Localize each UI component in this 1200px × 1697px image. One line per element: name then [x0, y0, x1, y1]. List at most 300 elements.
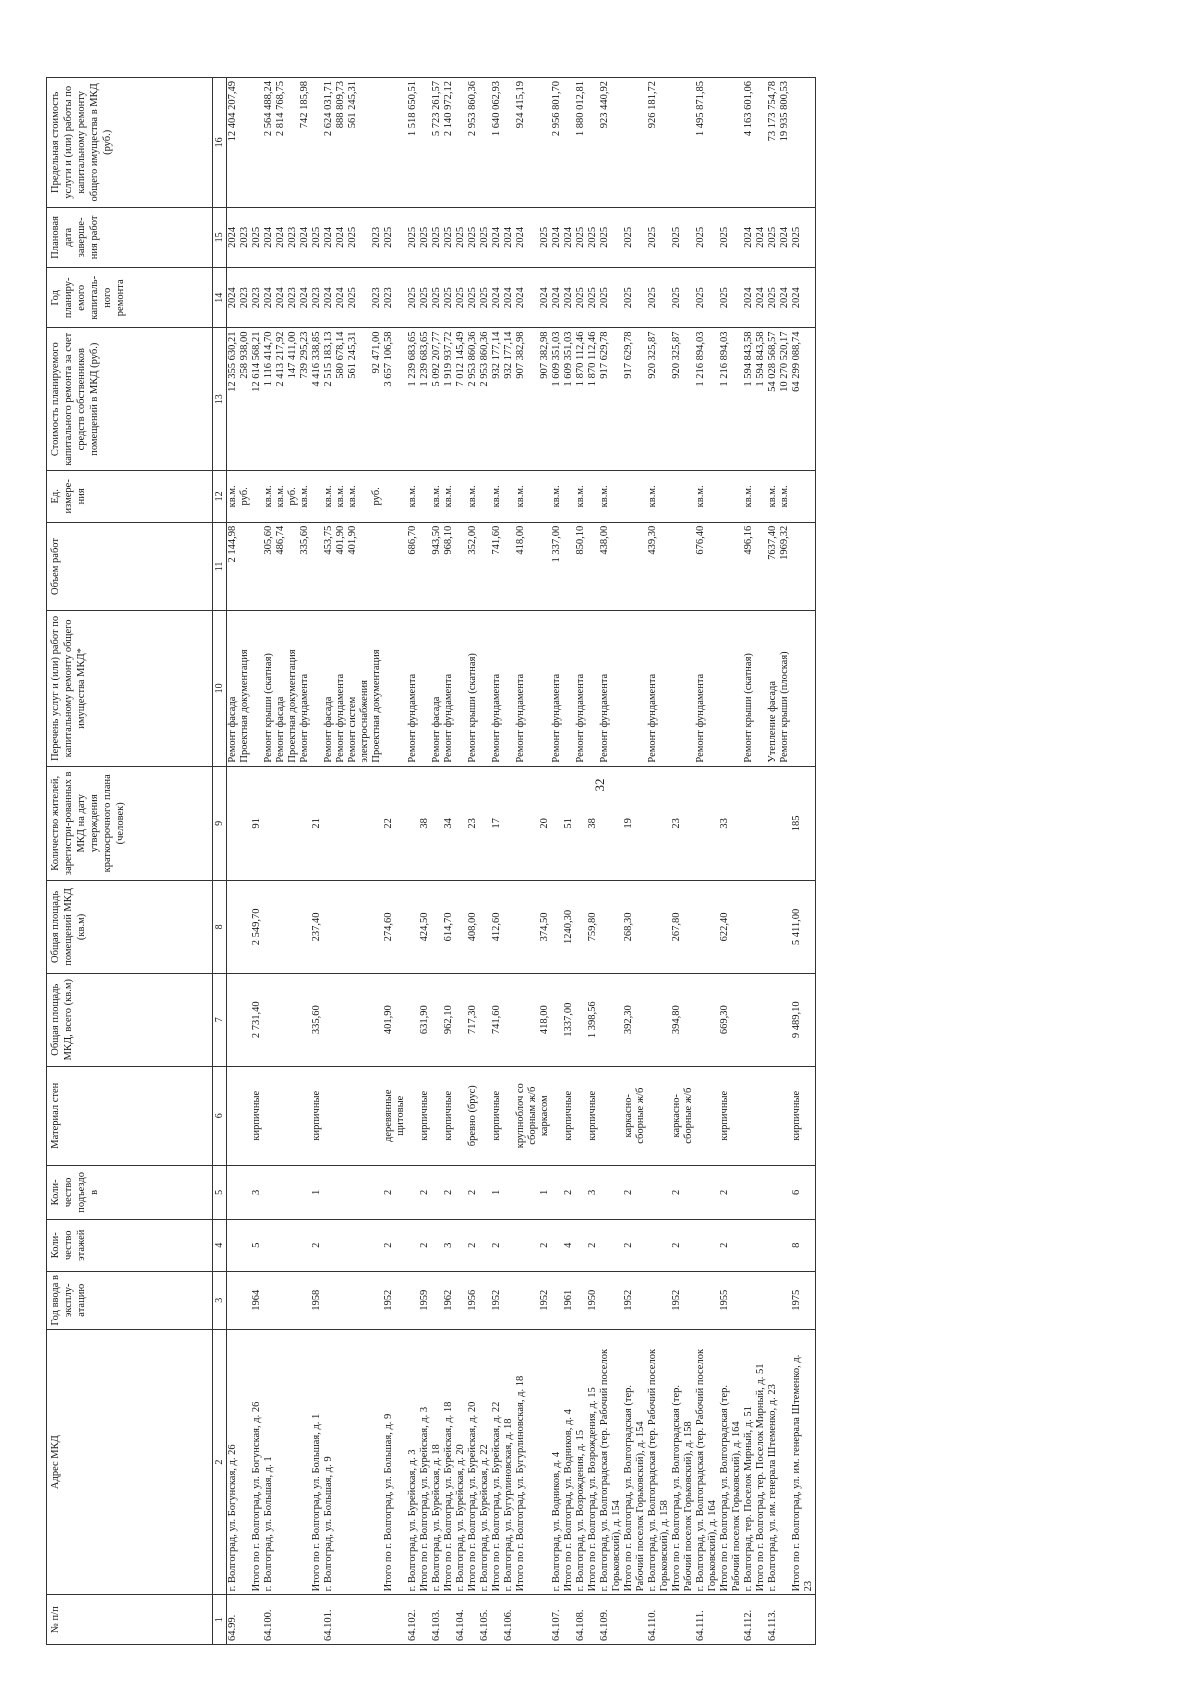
- table-cell: 1956: [467, 1271, 479, 1329]
- table-cell: 335,60: [311, 973, 323, 1066]
- table-cell: [311, 1595, 323, 1645]
- table-cell: 2023: [287, 268, 299, 328]
- table-cell: [347, 1271, 371, 1329]
- column-header: Общая площадь помещений МКД (кв.м): [47, 881, 213, 974]
- table-cell: 2025: [443, 268, 455, 328]
- table-cell: [275, 1329, 287, 1594]
- table-cell: Итого по г. Волгоград, тер. Поселок Мирный, д. 51: [755, 1329, 767, 1594]
- table-cell: Ремонт крыши (плоская): [779, 611, 791, 766]
- table-cell: [455, 973, 467, 1066]
- table-cell: 1962: [443, 1271, 455, 1329]
- table-cell: [575, 766, 587, 880]
- table-cell: 64.100.: [263, 1595, 275, 1645]
- table-cell: 2025: [455, 207, 467, 267]
- table-cell: [743, 766, 755, 880]
- table-cell: 2025: [695, 207, 719, 267]
- table-cell: [371, 1595, 383, 1645]
- table-cell: г. Волгоград, ул. Большая, д. 9: [323, 1329, 335, 1594]
- table-cell: 2025: [647, 268, 671, 328]
- table-cell: 622,40: [719, 881, 743, 974]
- table-cell: 2025: [695, 268, 719, 328]
- table-cell: 2 814 768,75: [275, 78, 287, 208]
- table-cell: 2023: [239, 207, 251, 267]
- table-cell: Ремонт фундамента: [599, 611, 623, 766]
- table-cell: Ремонт фундамента: [407, 611, 419, 766]
- table-cell: г. Волгоград, ул. Бурейская, д. 20: [455, 1329, 467, 1594]
- table-cell: 920 325,87: [647, 328, 671, 470]
- table-cell: [227, 1066, 240, 1165]
- table-cell: [287, 78, 299, 208]
- table-cell: 2025: [431, 268, 443, 328]
- table-cell: 1 609 351,03: [563, 328, 575, 470]
- table-cell: [419, 522, 431, 610]
- table-cell: 2: [539, 1219, 551, 1271]
- table-cell: [695, 1165, 719, 1219]
- column-header: Ед. измере-ния: [47, 470, 213, 522]
- table-cell: [515, 1271, 539, 1329]
- table-row: [227, 78, 240, 1645]
- table-cell: [563, 78, 575, 208]
- table-cell: 920 325,87: [671, 328, 695, 470]
- table-cell: [779, 1329, 791, 1594]
- table-cell: [407, 766, 419, 880]
- table-cell: [755, 522, 767, 610]
- table-cell: [647, 1219, 671, 1271]
- table-cell: руб.: [371, 470, 383, 522]
- table-cell: 2025: [347, 207, 371, 267]
- table-cell: [779, 1066, 791, 1165]
- table-cell: [443, 1595, 455, 1645]
- table-cell: [239, 973, 251, 1066]
- table-cell: [623, 522, 647, 610]
- table-cell: 2024: [551, 207, 563, 267]
- table-cell: 23: [467, 766, 479, 880]
- table-cell: 496,16: [743, 522, 755, 610]
- table-cell: 34: [443, 766, 455, 880]
- table-cell: 394,80: [671, 973, 695, 1066]
- table-cell: кв.м.: [779, 470, 791, 522]
- table-cell: 2024: [275, 268, 287, 328]
- table-cell: 2: [383, 1219, 407, 1271]
- table-cell: 2024: [335, 268, 347, 328]
- table-cell: [263, 881, 275, 974]
- table-cell: 917 629,78: [599, 328, 623, 470]
- table-cell: 2023: [371, 207, 383, 267]
- table-cell: 64.103.: [431, 1595, 443, 1645]
- table-cell: 2025: [671, 207, 695, 267]
- column-header: Стоимость планируемого капитального ремонта за счет средств собственников помещений в МКД (руб.): [47, 328, 213, 470]
- table-cell: [539, 1329, 551, 1594]
- table-cell: 2025: [467, 268, 479, 328]
- table-cell: кв.м.: [695, 470, 719, 522]
- table-cell: [779, 1165, 791, 1219]
- table-cell: 1959: [419, 1271, 431, 1329]
- table-cell: 2024: [743, 268, 755, 328]
- table-cell: 64.107.: [551, 1595, 563, 1645]
- table-cell: [275, 1219, 287, 1271]
- table-cell: 2024: [779, 207, 791, 267]
- table-cell: 64.113.: [767, 1595, 779, 1645]
- table-row: [431, 78, 443, 1645]
- table-cell: [695, 1066, 719, 1165]
- table-row: [587, 78, 599, 1645]
- table-cell: [335, 973, 347, 1066]
- table-cell: Итого по г. Волгоград, ул. Большая, д. 1: [311, 1329, 323, 1594]
- table-cell: [479, 766, 491, 880]
- table-cell: руб.: [239, 470, 251, 522]
- table-cell: 2: [467, 1165, 479, 1219]
- table-cell: [287, 522, 299, 610]
- table-cell: [575, 973, 587, 1066]
- table-cell: 2024: [515, 268, 539, 328]
- capital-repair-table: [46, 77, 816, 1645]
- table-cell: [263, 973, 275, 1066]
- table-cell: 185: [791, 766, 816, 880]
- column-number: 11: [213, 522, 227, 610]
- table-cell: кв.м.: [335, 470, 347, 522]
- table-cell: 1337,00: [563, 973, 575, 1066]
- table-cell: [383, 470, 407, 522]
- table-row: [743, 78, 755, 1645]
- table-cell: 3: [587, 1165, 599, 1219]
- table-cell: 335,60: [299, 522, 311, 610]
- table-cell: [263, 1165, 275, 1219]
- table-cell: [407, 1066, 419, 1165]
- table-cell: г. Волгоград, ул. Богунская, д. 26: [227, 1329, 240, 1594]
- table-cell: [299, 881, 311, 974]
- table-row: [539, 78, 551, 1645]
- table-cell: 2025: [443, 207, 455, 267]
- table-cell: [239, 881, 251, 974]
- table-cell: 2025: [599, 268, 623, 328]
- table-cell: [479, 881, 491, 974]
- table-cell: [623, 470, 647, 522]
- table-cell: 2024: [227, 268, 240, 328]
- column-number: 3: [213, 1271, 227, 1329]
- table-row: [551, 78, 563, 1645]
- table-cell: [263, 1219, 275, 1271]
- table-cell: 2: [587, 1219, 599, 1271]
- table-cell: Ремонт фасада: [275, 611, 287, 766]
- table-cell: 73 173 754,78: [767, 78, 779, 208]
- table-cell: 4 163 601,06: [743, 78, 755, 208]
- table-cell: 64.109.: [599, 1595, 623, 1645]
- table-cell: [791, 1595, 816, 1645]
- table-cell: [431, 1219, 443, 1271]
- table-cell: 2 413 217,92: [275, 328, 287, 470]
- table-cell: 408,00: [467, 881, 479, 974]
- table-cell: 4 416 338,85: [311, 328, 323, 470]
- table-cell: [299, 1165, 311, 1219]
- table-cell: [347, 881, 371, 974]
- table-cell: 92 471,00: [371, 328, 383, 470]
- table-cell: 374,50: [539, 881, 551, 974]
- table-cell: кв.м.: [263, 470, 275, 522]
- table-cell: Ремонт фасада: [227, 611, 240, 766]
- table-cell: [383, 78, 407, 208]
- table-cell: 1975: [791, 1271, 816, 1329]
- table-cell: [383, 1595, 407, 1645]
- table-cell: кв.м.: [491, 470, 503, 522]
- table-cell: [419, 470, 431, 522]
- table-cell: 2025: [575, 207, 587, 267]
- table-row: [311, 78, 323, 1645]
- table-cell: 676,40: [695, 522, 719, 610]
- table-cell: [275, 1595, 287, 1645]
- table-cell: кирпичные: [251, 1066, 263, 1165]
- table-cell: [779, 1271, 791, 1329]
- table-cell: 1 337,00: [551, 522, 563, 610]
- table-cell: [275, 973, 287, 1066]
- table-cell: 932 177,14: [503, 328, 515, 470]
- table-cell: [647, 1066, 671, 1165]
- table-cell: 2: [491, 1219, 503, 1271]
- table-cell: кв.м.: [647, 470, 671, 522]
- table-cell: 2025: [419, 207, 431, 267]
- table-cell: 19: [623, 766, 647, 880]
- table-cell: [503, 522, 515, 610]
- table-cell: 2: [383, 1165, 407, 1219]
- header-row: [47, 78, 213, 1645]
- column-number: 7: [213, 973, 227, 1066]
- table-cell: [503, 881, 515, 974]
- table-cell: [479, 78, 491, 208]
- table-row: [407, 78, 419, 1645]
- table-row: [719, 78, 743, 1645]
- table-cell: кирпичные: [791, 1066, 816, 1165]
- table-cell: [503, 470, 515, 522]
- table-row: [671, 78, 695, 1645]
- table-cell: каркасно- сборные ж/б: [623, 1066, 647, 1165]
- table-cell: [347, 766, 371, 880]
- table-cell: [623, 78, 647, 208]
- table-cell: 741,60: [491, 522, 503, 610]
- table-cell: 1961: [563, 1271, 575, 1329]
- table-cell: кв.м.: [599, 470, 623, 522]
- table-row: [419, 78, 431, 1645]
- table-cell: 438,00: [599, 522, 623, 610]
- table-cell: [335, 1271, 347, 1329]
- table-cell: [503, 1271, 515, 1329]
- table-cell: [515, 973, 539, 1066]
- table-cell: [647, 1271, 671, 1329]
- table-cell: каркасно- сборные ж/б: [671, 1066, 695, 1165]
- table-cell: 268,30: [623, 881, 647, 974]
- table-cell: [323, 766, 335, 880]
- table-cell: 3: [443, 1219, 455, 1271]
- table-cell: [275, 1165, 287, 1219]
- table-row: [251, 78, 263, 1645]
- table-cell: [479, 1066, 491, 1165]
- table-cell: 1240,30: [563, 881, 575, 974]
- table-cell: 2: [563, 1165, 575, 1219]
- table-cell: [455, 766, 467, 880]
- table-cell: 7 012 145,49: [455, 328, 467, 470]
- table-cell: 2 564 488,24: [263, 78, 275, 208]
- table-cell: г. Волгоград, ул. Волгоградская (тер. Рабочий поселок Горьковский), д. 154: [599, 1329, 623, 1594]
- table-cell: [767, 881, 779, 974]
- table-cell: [371, 973, 383, 1066]
- column-header: Предельная стоимость услуги и (или) работы по капитальному ремонту общего имущества в МКД (руб.): [47, 78, 213, 208]
- table-cell: 3: [251, 1165, 263, 1219]
- column-header: Адрес МКД: [47, 1329, 213, 1594]
- table-cell: [563, 611, 575, 766]
- table-cell: [239, 766, 251, 880]
- table-cell: 1969,32: [779, 522, 791, 610]
- table-cell: 924 415,19: [515, 78, 539, 208]
- table-cell: [599, 766, 623, 880]
- table-cell: 2025: [623, 268, 647, 328]
- table-cell: [455, 881, 467, 974]
- table-cell: г. Волгоград, ул. Большая, д. 1: [263, 1329, 275, 1594]
- table-cell: [479, 1271, 491, 1329]
- table-cell: [755, 973, 767, 1066]
- table-cell: [371, 78, 383, 208]
- table-cell: [419, 611, 431, 766]
- table-cell: Ремонт фундамента: [551, 611, 563, 766]
- table-cell: [287, 1165, 299, 1219]
- table-row: [479, 78, 491, 1645]
- table-cell: 2025: [455, 268, 467, 328]
- table-cell: 907 382,98: [539, 328, 551, 470]
- table-cell: [371, 1219, 383, 1271]
- table-cell: [587, 78, 599, 208]
- table-row: [383, 78, 407, 1645]
- table-row: [791, 78, 816, 1645]
- table-cell: кирпичные: [443, 1066, 455, 1165]
- table-cell: [335, 1219, 347, 1271]
- table-cell: 2024: [335, 207, 347, 267]
- table-cell: [275, 1271, 287, 1329]
- table-cell: [539, 470, 551, 522]
- table-cell: 1: [491, 1165, 503, 1219]
- table-cell: [719, 78, 743, 208]
- table-cell: [503, 1165, 515, 1219]
- table-cell: 38: [419, 766, 431, 880]
- table-cell: [287, 973, 299, 1066]
- table-cell: [227, 766, 240, 880]
- column-header: Перечень услуг и (или) работ по капитальному ремонту общего имущества МКД*: [47, 611, 213, 766]
- table-cell: 2024: [791, 268, 816, 328]
- table-cell: [371, 1165, 383, 1219]
- table-cell: 2025: [647, 207, 671, 267]
- table-cell: г. Волгоград, ул. Водников, д. 4: [551, 1329, 563, 1594]
- table-cell: [239, 1219, 251, 1271]
- table-cell: [563, 522, 575, 610]
- table-cell: 850,10: [575, 522, 587, 610]
- table-cell: 64.106.: [503, 1595, 515, 1645]
- table-cell: [251, 470, 263, 522]
- table-cell: 51: [563, 766, 575, 880]
- table-cell: [623, 611, 647, 766]
- table-row: [623, 78, 647, 1645]
- table-cell: Ремонт фундамента: [647, 611, 671, 766]
- table-cell: [431, 1066, 443, 1165]
- table-cell: 2025: [767, 207, 779, 267]
- table-cell: Ремонт фасада: [431, 611, 443, 766]
- table-cell: [743, 1165, 755, 1219]
- table-cell: [479, 470, 491, 522]
- table-cell: [323, 973, 335, 1066]
- table-cell: 1 919 937,72: [443, 328, 455, 470]
- table-cell: [239, 522, 251, 610]
- table-cell: 486,74: [275, 522, 287, 610]
- table-cell: 1: [539, 1165, 551, 1219]
- table-cell: 1 518 650,51: [407, 78, 419, 208]
- table-cell: [755, 1219, 767, 1271]
- table-cell: 1952: [623, 1271, 647, 1329]
- table-cell: 1958: [311, 1271, 323, 1329]
- table-cell: 274,60: [383, 881, 407, 974]
- table-cell: [239, 1595, 251, 1645]
- table-cell: 1 609 351,03: [551, 328, 563, 470]
- table-cell: 2 953 860,36: [479, 328, 491, 470]
- table-cell: г. Волгоград, ул. Бурейская, д. 3: [407, 1329, 419, 1594]
- table-cell: [539, 1595, 551, 1645]
- table-cell: [575, 1271, 587, 1329]
- table-cell: кв.м.: [227, 470, 240, 522]
- table-cell: [227, 1219, 240, 1271]
- table-cell: кв.м.: [467, 470, 479, 522]
- table-cell: [335, 1165, 347, 1219]
- table-cell: 2025: [587, 268, 599, 328]
- table-cell: [755, 470, 767, 522]
- table-cell: [287, 1329, 299, 1594]
- table-cell: 91: [251, 766, 263, 880]
- table-cell: 2025: [671, 268, 695, 328]
- table-cell: 453,75: [323, 522, 335, 610]
- table-cell: [539, 522, 551, 610]
- table-cell: [419, 78, 431, 208]
- column-header: Коли-чество этажей: [47, 1219, 213, 1271]
- table-cell: 1 495 871,85: [695, 78, 719, 208]
- table-cell: [335, 1329, 347, 1594]
- table-cell: 64.111.: [695, 1595, 719, 1645]
- table-cell: крупноблоч со сборным ж/б: [515, 1066, 539, 1165]
- table-cell: 12 404 207,49: [227, 78, 240, 208]
- table-row: [767, 78, 779, 1645]
- table-cell: [371, 1271, 383, 1329]
- table-cell: [671, 470, 695, 522]
- table-cell: 1 116 414,70: [263, 328, 275, 470]
- table-cell: [563, 1595, 575, 1645]
- table-cell: 258 938,00: [239, 328, 251, 470]
- column-number: 13: [213, 328, 227, 470]
- table-cell: Ремонт крыши (скатная): [467, 611, 479, 766]
- table-cell: 2025: [767, 268, 779, 328]
- table-cell: [551, 973, 563, 1066]
- table-cell: 2 956 801,70: [551, 78, 563, 208]
- table-cell: 2024: [263, 207, 275, 267]
- column-header: Год ввода в эксплу-атацию: [47, 1271, 213, 1329]
- table-cell: [323, 881, 335, 974]
- table-cell: 21: [311, 766, 323, 880]
- table-cell: [239, 1329, 251, 1594]
- table-cell: 305,60: [263, 522, 275, 610]
- table-cell: г. Волгоград, тер. Поселок Мирный, д. 51: [743, 1329, 755, 1594]
- table-cell: [239, 1066, 251, 1165]
- table-row: [695, 78, 719, 1645]
- column-number: 8: [213, 881, 227, 974]
- table-cell: 561 245,31: [347, 328, 371, 470]
- table-cell: [455, 1165, 467, 1219]
- table-cell: 64.102.: [407, 1595, 419, 1645]
- table-cell: 418,00: [539, 973, 551, 1066]
- table-cell: [287, 1219, 299, 1271]
- table-cell: 2023: [311, 268, 323, 328]
- table-cell: 6: [791, 1165, 816, 1219]
- table-cell: Итого по г. Волгоград, ул. Волгоградская (тер. Рабочий поселок Горьковский), д. 164: [719, 1329, 743, 1594]
